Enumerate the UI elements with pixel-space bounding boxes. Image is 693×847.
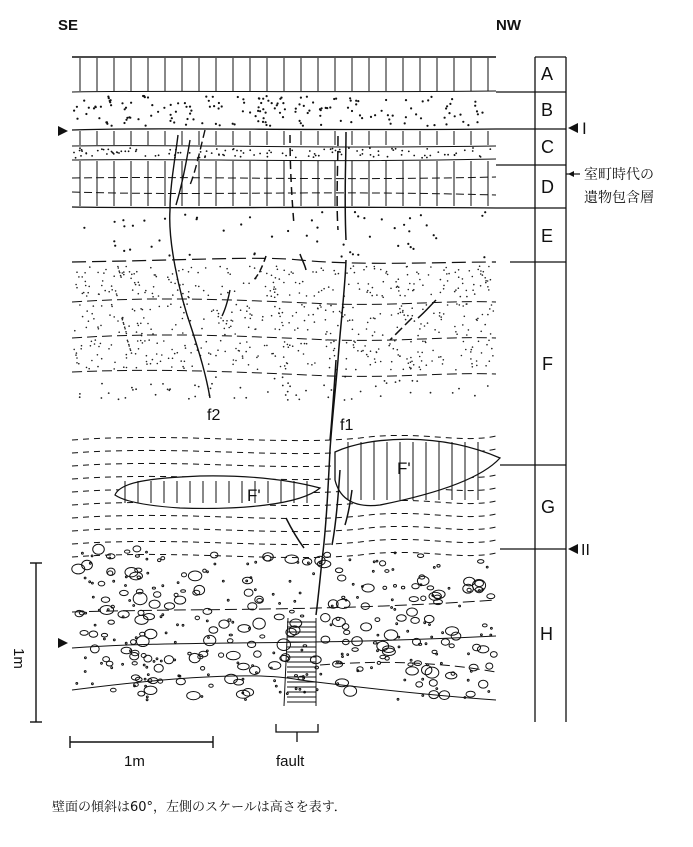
lens-left-label: F' <box>247 486 261 505</box>
layer-e-fill <box>83 211 486 258</box>
layer-label-a: A <box>541 64 554 84</box>
fault-f2-trace <box>170 130 230 398</box>
marker-ii <box>568 542 590 559</box>
layer-label-d: D <box>541 177 554 197</box>
annotation-line-2: 遺物包含層 <box>584 190 654 206</box>
horizontal-scale-label: 1m <box>124 753 145 770</box>
fault-zone-label: fault <box>276 753 305 770</box>
marker-i <box>568 119 587 138</box>
horizontal-scale-bar <box>70 736 213 748</box>
fault-f1-trace <box>252 132 436 615</box>
marker-i-label: I <box>582 119 587 138</box>
layer-label-b: B <box>541 100 554 120</box>
fault-f2-label: f2 <box>207 407 221 424</box>
layer-column-boundaries <box>496 92 566 549</box>
figure-caption: 壁面の傾斜は60°，左側のスケールは高さを表す． <box>52 800 347 815</box>
layer-c-fill <box>72 129 496 161</box>
layer-f-fill <box>73 265 494 401</box>
lens-right-label: F' <box>397 459 411 478</box>
layer-label-c: C <box>541 137 554 157</box>
orientation-se-label: SE <box>58 17 79 34</box>
layer-d-fill <box>72 161 496 208</box>
left-marker-ii-arrow <box>58 638 68 648</box>
layer-label-f: F <box>542 354 553 374</box>
lens-f-prime-left <box>115 476 320 509</box>
orientation-nw-label: NW <box>496 17 521 34</box>
lens-f-prime-right <box>335 439 500 505</box>
fault-f1-label: f1 <box>340 417 354 434</box>
layer-label-e: E <box>541 226 554 246</box>
left-marker-i-arrow <box>58 126 68 136</box>
layer-a-fill <box>72 57 496 92</box>
layer-label-h: H <box>540 624 553 644</box>
layer-b-fill <box>73 95 484 127</box>
layer-label-g: G <box>541 497 556 517</box>
layer-f-internal-boundaries <box>72 299 496 376</box>
annotation-arrow <box>566 171 580 177</box>
vertical-scale-label: 1m <box>10 648 27 669</box>
vertical-scale-bar <box>30 563 42 722</box>
fault-bracket <box>276 724 318 742</box>
marker-ii-label: II <box>581 542 590 559</box>
annotation-line-1: 室町時代の <box>584 167 654 183</box>
